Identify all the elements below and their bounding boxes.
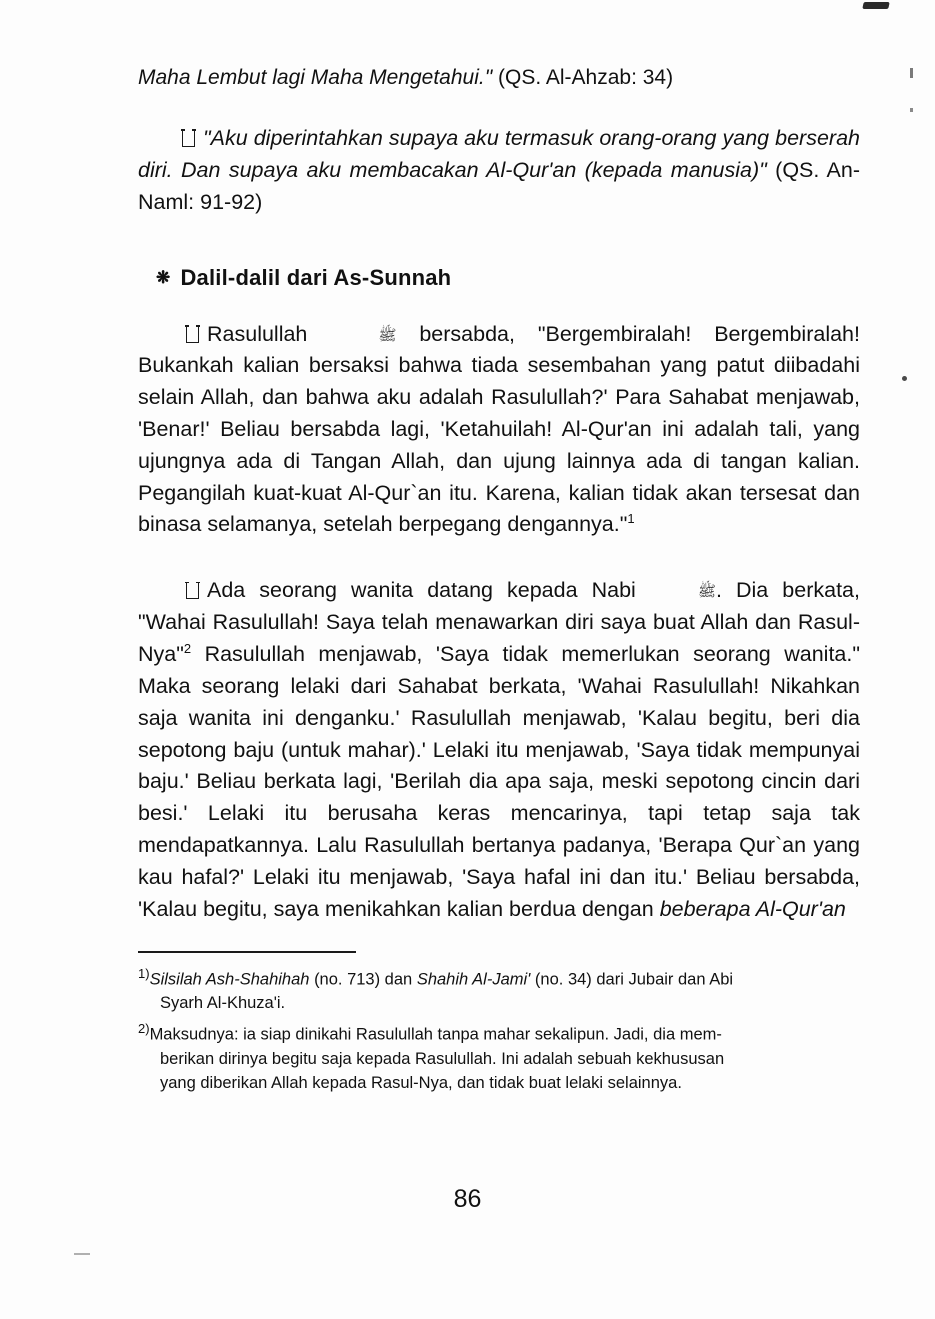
footnote-marker-1: 1 [627,511,635,527]
hadith2-lead-text: Ada seorang wanita datang kepada Nabi [207,578,636,603]
hadith-paragraph-2 [138,575,860,925]
footnote-item [138,1020,860,1095]
scan-artifact-top-right [862,2,889,9]
scan-artifact-d [74,1253,90,1255]
continuation-line [138,62,860,93]
scan-artifact-b [910,108,913,112]
bracket-ornament-icon [186,326,199,343]
footnote-2-line-1: Maksudnya: ia siap dinikahi Rasulullah tanpa mahar sekalipun. Jadi, dia mem- [149,1025,722,1044]
continuation-italic-text: Maha Lembut lagi Maha Mengetahui." [138,66,493,89]
hadith1-body-text: bersabda, "Bergembiralah! Bergembiralah! Bukankah kalian bersaksi bahwa tiada sesembahan yang patut diibadahi selain Allah, dan bahwa aku adalah Rasulullah?' Para Sahabat menjawab, 'Benar!' Beliau bersabda lagi, 'Ketahuilah! Al-Qur'an ini adalah tali, yang ujungnya ada di Tangan Allah, dan ujung lainnya ada di tangan kalian. Pegangilah kuat-kuat Al-Qur`an itu. Karena, kalian tidak akan tersesat dan binasa selamanya, setelah berpegang dengannya." [138,321,860,537]
footnote-2-line-2: berikan dirinya begitu saja kepada Rasulullah. Ini adalah sebuah kekhususan [160,1049,725,1068]
hadith2-body-text: . Dia berkata, "Wahai Rasulullah! Saya telah menawarkan diri saya buat Allah dan Rasul-Nya" [138,578,860,667]
bracket-ornament-icon [182,130,195,147]
scan-artifact-a [910,68,913,78]
hadith-paragraph-1 [138,319,860,542]
salawat-glyph-icon: ﷺ [378,326,397,344]
hadith2-italic-tail: beberapa Al-Qur'an [659,896,846,921]
footnote-1-marker: 1) [138,965,150,981]
footnote-1-plain-1: (no. 713) dan [314,970,413,989]
footnotes-block [138,965,860,1096]
footnote-1-italic-1: Silsilah Ash-Shahihah [149,970,310,989]
hadith2-continued-text: Rasulullah menjawab, 'Saya tidak memerlukan seorang wanita." Maka seorang lelaki dari Sahabat berkata, 'Wahai Rasulullah! Nikahkan saja wanita ini denganku.' Rasulullah menjawab, 'Kalau begitu, beri dia sepotong baju (untuk mahar).' Lelaki itu menjawab, 'Saya tidak mempunyai baju.' Beliau berkata lagi, 'Berilah dia apa saja, meski sepotong cincin dari besi.' Lelaki itu berusaha keras mencarinya, tapi tetap saja tak mendapatkannya. Lalu Rasulullah bertanya padanya, 'Berapa Qur`an yang kau hafal?' Lelaki itu menjawab, 'Saya hafal ini dan itu.' Beliau bersabda, 'Kalau begitu, saya menikahkan kalian berdua dengan [138,642,860,921]
footnote-1-italic-2: Shahih Al-Jami' [416,970,531,989]
section-heading-label: Dalil-dalil dari As-Sunnah [180,264,452,290]
footnote-2-marker: 2) [138,1021,150,1037]
bracket-ornament-icon [186,582,199,599]
hadith1-lead-text: Rasulullah [207,321,308,346]
page-content [138,62,860,1100]
footnote-1-plain-2: (no. 34) dari Jubair dan Abi [534,970,734,989]
continuation-citation: (QS. Al-Ahzab: 34) [498,66,674,89]
footnote-separator [138,951,356,953]
quran-quote-paragraph [138,123,860,218]
section-heading [156,265,860,291]
salawat-glyph-icon: ﷺ [697,583,716,601]
quran-quote-citation: (QS. An-Naml: 91-92) [138,157,860,214]
scan-artifact-c [902,376,907,381]
footnote-1-line-2: Syarh Al-Khuza'i. [160,994,286,1013]
footnote-item [138,965,860,1016]
footnote-marker-2: 2 [183,640,192,656]
flower-bullet-icon: ❋ [156,268,171,288]
page-number: 86 [453,1185,482,1213]
quran-quote-text: "Aku diperintahkan supaya aku termasuk orang-orang yang berserah diri. Dan supaya aku membacakan Al-Qur'an (kepada manusia)" [138,126,860,182]
footnote-2-line-3: yang diberikan Allah kepada Rasul-Nya, dan tidak buat lelaki selainnya. [160,1073,682,1092]
